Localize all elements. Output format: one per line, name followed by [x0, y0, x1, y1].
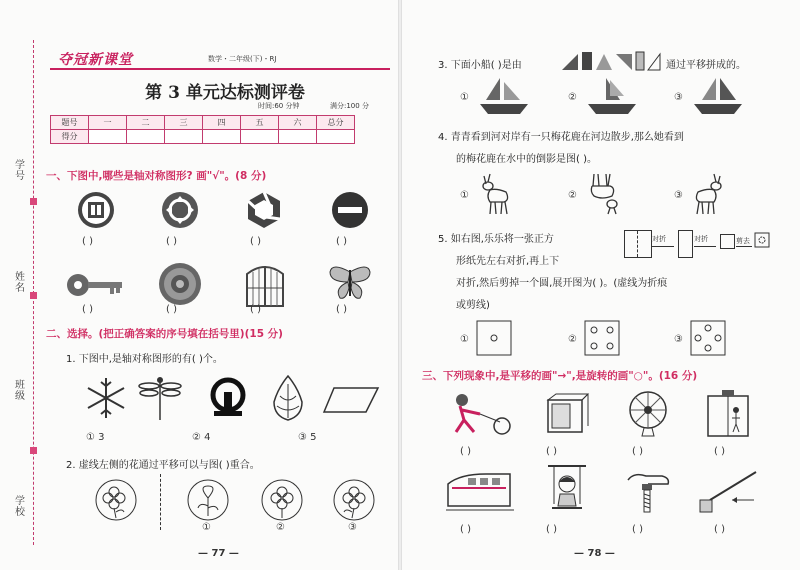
dividing-dashed-line: [160, 474, 161, 530]
answer-parentheses[interactable]: ( ): [250, 236, 261, 247]
arrow-line: [652, 246, 674, 247]
name-label: 姓名: [15, 272, 25, 294]
page-title: 第 3 单元达标测评卷: [145, 83, 305, 103]
score-row-label: 得分: [51, 130, 89, 144]
key-icon: [66, 270, 126, 300]
answer-parentheses[interactable]: ( ): [336, 236, 347, 247]
electric-fan-icon: [624, 390, 672, 438]
elevator-icon: [706, 390, 750, 438]
fold-step-label: 对折: [652, 235, 666, 243]
q2-option-3[interactable]: ③: [348, 522, 357, 533]
question-1: 1. 下图中,是轴对称图形的有( )个。: [66, 354, 223, 365]
right-page: [402, 0, 800, 570]
flower-circle-icon: [332, 478, 376, 522]
page-number: — 78 —: [574, 548, 615, 559]
dragonfly-icon: [138, 376, 182, 422]
answer-parentheses[interactable]: ( ): [546, 524, 557, 535]
score-header-cell: 三: [165, 116, 203, 130]
unfolded-paper-option-2-icon: [584, 320, 620, 356]
section-1-heading: 一、下图中,哪些是轴对称图形? 画"√"。(8 分): [46, 170, 267, 182]
answer-parentheses[interactable]: ( ): [714, 446, 725, 457]
fold-step-label: 对折: [694, 235, 708, 243]
cut-quarter-paper-icon: [754, 232, 770, 248]
bamboo-shoot-icon: [268, 374, 308, 422]
q4-option-2[interactable]: ②: [568, 190, 577, 201]
q3-option-1[interactable]: ①: [460, 92, 469, 103]
deer-option-1-icon: [476, 172, 516, 216]
q3-option-3[interactable]: ③: [674, 92, 683, 103]
deer-option-2-icon: [582, 172, 622, 216]
answer-parentheses[interactable]: ( ): [632, 524, 643, 535]
arrow-line: [694, 246, 716, 247]
answer-parentheses[interactable]: ( ): [714, 524, 725, 535]
no-entry-sign-icon: [330, 190, 370, 230]
score-header-cell: 五: [241, 116, 279, 130]
score-cell[interactable]: [89, 130, 127, 144]
high-speed-train-icon: [446, 470, 516, 514]
binding-marker: [30, 198, 37, 205]
flower-circle-icon: [94, 478, 138, 522]
mop-pushing-icon: [696, 470, 758, 514]
square-paper: [624, 230, 652, 258]
railway-logo-icon: [208, 378, 248, 418]
q1-option-3[interactable]: ③ 5: [298, 432, 317, 443]
answer-parentheses[interactable]: ( ): [460, 524, 471, 535]
score-header-cell: 六: [279, 116, 317, 130]
q3-option-2[interactable]: ②: [568, 92, 577, 103]
section-2-heading: 二、选择。(把正确答案的序号填在括号里)(15 分): [46, 328, 283, 340]
q2-option-2[interactable]: ②: [276, 522, 285, 533]
fold-line: [637, 231, 638, 257]
question-3: 3. 下面小船( )是由: [438, 60, 522, 71]
question-5-line-2: 形纸先左右对折,再上下: [456, 256, 560, 267]
page-number: — 77 —: [198, 548, 239, 559]
question-5-line-4: 或剪线): [456, 300, 490, 311]
score-header-cell: 题号: [51, 116, 89, 130]
score-cell[interactable]: [127, 130, 165, 144]
answer-parentheses[interactable]: ( ): [336, 304, 347, 315]
class-label: 班级: [15, 380, 25, 402]
unfolded-paper-option-3-icon: [690, 320, 726, 356]
folded-half-paper: [678, 230, 693, 258]
flower-circle-icon: [186, 478, 230, 522]
q1-option-2[interactable]: ② 4: [192, 432, 211, 443]
answer-parentheses[interactable]: ( ): [632, 446, 643, 457]
arrow-line: [736, 246, 752, 247]
cut-step-label: 剪去: [736, 237, 750, 245]
snowflake-icon: [84, 376, 128, 420]
deer-option-3-icon: [688, 172, 728, 216]
answer-parentheses[interactable]: ( ): [460, 446, 471, 457]
score-header-cell: 总分: [317, 116, 355, 130]
butterfly-icon: [328, 262, 372, 302]
score-header-cell: 四: [203, 116, 241, 130]
score-header-cell: 一: [89, 116, 127, 130]
answer-parentheses[interactable]: ( ): [166, 236, 177, 247]
iron-gate-icon: [244, 260, 286, 306]
question-5-line-1: 5. 如右图,乐乐将一张正方: [438, 234, 554, 245]
section-3-heading: 三、下列现象中,是平移的画"→",是旋转的画"○"。(16 分): [422, 370, 698, 382]
binding-marker: [30, 292, 37, 299]
full-score: 满分:100 分: [330, 102, 369, 110]
question-4-line-1: 4. 青青看到河对岸有一只梅花鹿在河边散步,那么她看到: [438, 132, 684, 143]
ancient-coin-icon: [76, 190, 116, 230]
unfolded-paper-option-1-icon: [476, 320, 512, 356]
score-header-cell: 二: [127, 116, 165, 130]
school-label: 学校: [15, 496, 25, 518]
boat-option-3-icon: [692, 76, 744, 116]
folded-quarter-paper: [720, 234, 735, 249]
binding-marker: [30, 447, 37, 454]
answer-parentheses[interactable]: ( ): [166, 304, 177, 315]
q4-option-1[interactable]: ①: [460, 190, 469, 201]
answer-parentheses[interactable]: ( ): [546, 446, 557, 457]
header-rule: [50, 68, 390, 70]
score-cell[interactable]: [165, 130, 203, 144]
q4-option-3[interactable]: ③: [674, 190, 683, 201]
question-2: 2. 虚线左侧的花通过平移可以与图( )重合。: [66, 460, 260, 471]
answer-parentheses[interactable]: ( ): [82, 236, 93, 247]
q5-option-1[interactable]: ①: [460, 334, 469, 345]
q2-option-1[interactable]: ①: [202, 522, 211, 533]
brand-logo: 夺冠新课堂: [58, 52, 133, 68]
score-table: [50, 115, 355, 144]
left-page: [0, 0, 398, 570]
q1-option-1[interactable]: ① 3: [86, 432, 105, 443]
hexagon-logo-icon: [244, 190, 284, 230]
answer-parentheses[interactable]: ( ): [82, 304, 93, 315]
question-4-line-2: 的梅花鹿在水中的倒影是图( )。: [456, 154, 597, 165]
q5-option-2[interactable]: ②: [568, 334, 577, 345]
carved-medallion-icon: [158, 262, 202, 306]
question-3-tail: 通过平移拼成的。: [666, 60, 746, 71]
time-limit: 时间:60 分钟: [258, 102, 300, 110]
score-cell[interactable]: [317, 130, 355, 144]
parallelogram-icon: [322, 386, 380, 414]
boat-pieces-icon: [560, 50, 662, 72]
score-cell[interactable]: [203, 130, 241, 144]
flower-circle-icon: [260, 478, 304, 522]
girl-on-swing-icon: [544, 464, 590, 518]
recycle-badge-icon: [160, 190, 200, 230]
answer-parentheses[interactable]: ( ): [250, 304, 261, 315]
score-cell[interactable]: [279, 130, 317, 144]
student-id-label: 学号: [15, 160, 25, 182]
boat-option-2-icon: [586, 76, 638, 116]
question-5-line-3: 对折,然后剪掉一个圆,展开图为( )。(虚线为折痕: [456, 278, 668, 289]
boy-rolling-hoop-icon: [446, 392, 516, 436]
score-cell[interactable]: [241, 130, 279, 144]
boat-option-1-icon: [478, 76, 530, 116]
brand-subtitle: 数学・二年级(下)・RJ: [208, 55, 277, 63]
q5-option-3[interactable]: ③: [674, 334, 683, 345]
microwave-icon: [540, 392, 590, 436]
screwing-bolt-icon: [624, 466, 672, 516]
